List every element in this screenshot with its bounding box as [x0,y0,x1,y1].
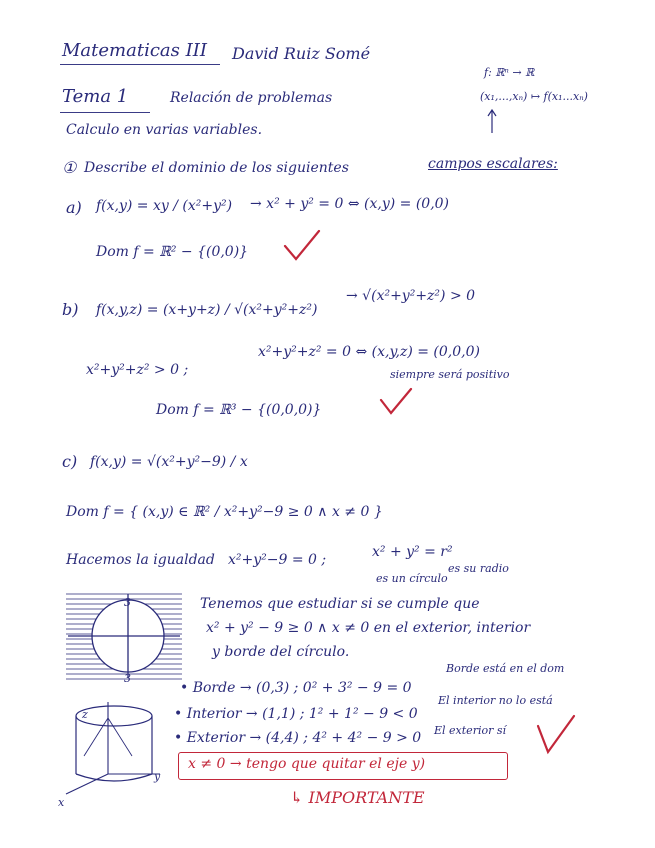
part-c-circle-eq: x² + y² = r² [372,544,453,560]
part-c-equality-prefix: Hacemos la igualdad [66,552,215,568]
part-c-bullet-2-note: El interior no lo está [438,694,553,707]
sketch-label-x: x [58,796,65,809]
part-c-study-1: Tenemos que estudiar si se cumple que [200,596,480,612]
part-a-label: a) [66,198,82,217]
topic-title: Relación de problemas [170,90,333,106]
exercise-number: ① [62,158,77,177]
topic-underline [60,112,150,113]
part-b-line2b: x²+y²+z² = 0 ⇔ (x,y,z) = (0,0,0) [258,344,480,360]
sketch-label-y: y [154,770,161,783]
boxed-note: x ≠ 0 → tengo que quitar el eje y) [188,756,426,772]
topic-label: Tema 1 [62,86,129,107]
part-b-label: b) [62,300,79,319]
part-c-bullet-3-note: El exterior sí [434,724,507,737]
margin-note-line2: (x₁,...,xₙ) ↦ f(x₁...xₙ) [480,90,588,103]
exercise-statement-underlined: campos escalares: [428,156,558,172]
part-b-line2a: x²+y²+z² > 0 ; [86,362,189,378]
part-b-condition: → √(x²+y²+z²) > 0 [346,288,476,304]
margin-note-line1: f: ℝⁿ → ℝ [484,66,535,79]
part-a-condition: → x² + y² = 0 ⇔ (x,y) = (0,0) [250,196,450,212]
part-a-domain: Dom f = ℝ² − {(0,0)} [96,244,249,260]
part-c-es-su-radio: es su radio [448,562,509,575]
course-underline [60,64,220,65]
author-name: David Ruiz Somé [232,44,371,63]
up-arrow-icon [486,108,498,134]
sketch-label-bottom: 3 [124,672,131,685]
topic-subtitle: Calculo en varias variables. [66,122,263,138]
checkmark-icon [534,712,578,756]
part-b-function: f(x,y,z) = (x+y+z) / √(x²+y²+z²) [96,302,318,318]
part-c-bullet-2: • Interior → (1,1) ; 1² + 1² − 9 < 0 [174,706,418,722]
part-c-bullet-1: • Borde → (0,3) ; 0² + 3² − 9 = 0 [180,680,412,696]
part-c-label: c) [62,452,78,471]
part-c-es-un-circulo: es un círculo [376,572,448,585]
exercise-statement: Describe el dominio de los siguientes [84,160,349,176]
sketch-label-z: z [82,708,88,721]
part-c-function: f(x,y) = √(x²+y²−9) / x [90,454,248,470]
course-title: Matematicas III [62,40,207,61]
cylinder-sketch [64,696,164,796]
part-b-domain: Dom f = ℝ³ − {(0,0,0)} [156,402,322,418]
part-c-bullet-3: • Exterior → (4,4) ; 4² + 4² − 9 > 0 [174,730,422,746]
part-c-domain: Dom f = { (x,y) ∈ ℝ² / x²+y²−9 ≥ 0 ∧ x ≠ 0 } [66,504,383,520]
part-c-study-2: x² + y² − 9 ≥ 0 ∧ x ≠ 0 en el exterior, interior [206,620,531,636]
part-b-note: siempre será positivo [390,368,510,381]
part-c-equality: x²+y²−9 = 0 ; [228,552,327,568]
checkmark-icon [282,228,322,262]
sketch-label-top: 3 [124,596,131,609]
part-a-function: f(x,y) = xy / (x²+y²) [96,198,233,214]
checkmark-icon [378,386,414,416]
important-note: ↳ IMPORTANTE [290,788,425,807]
part-c-bullet-1-note: Borde está en el dom [446,662,565,675]
part-c-study-3: y borde del círculo. [212,644,350,660]
